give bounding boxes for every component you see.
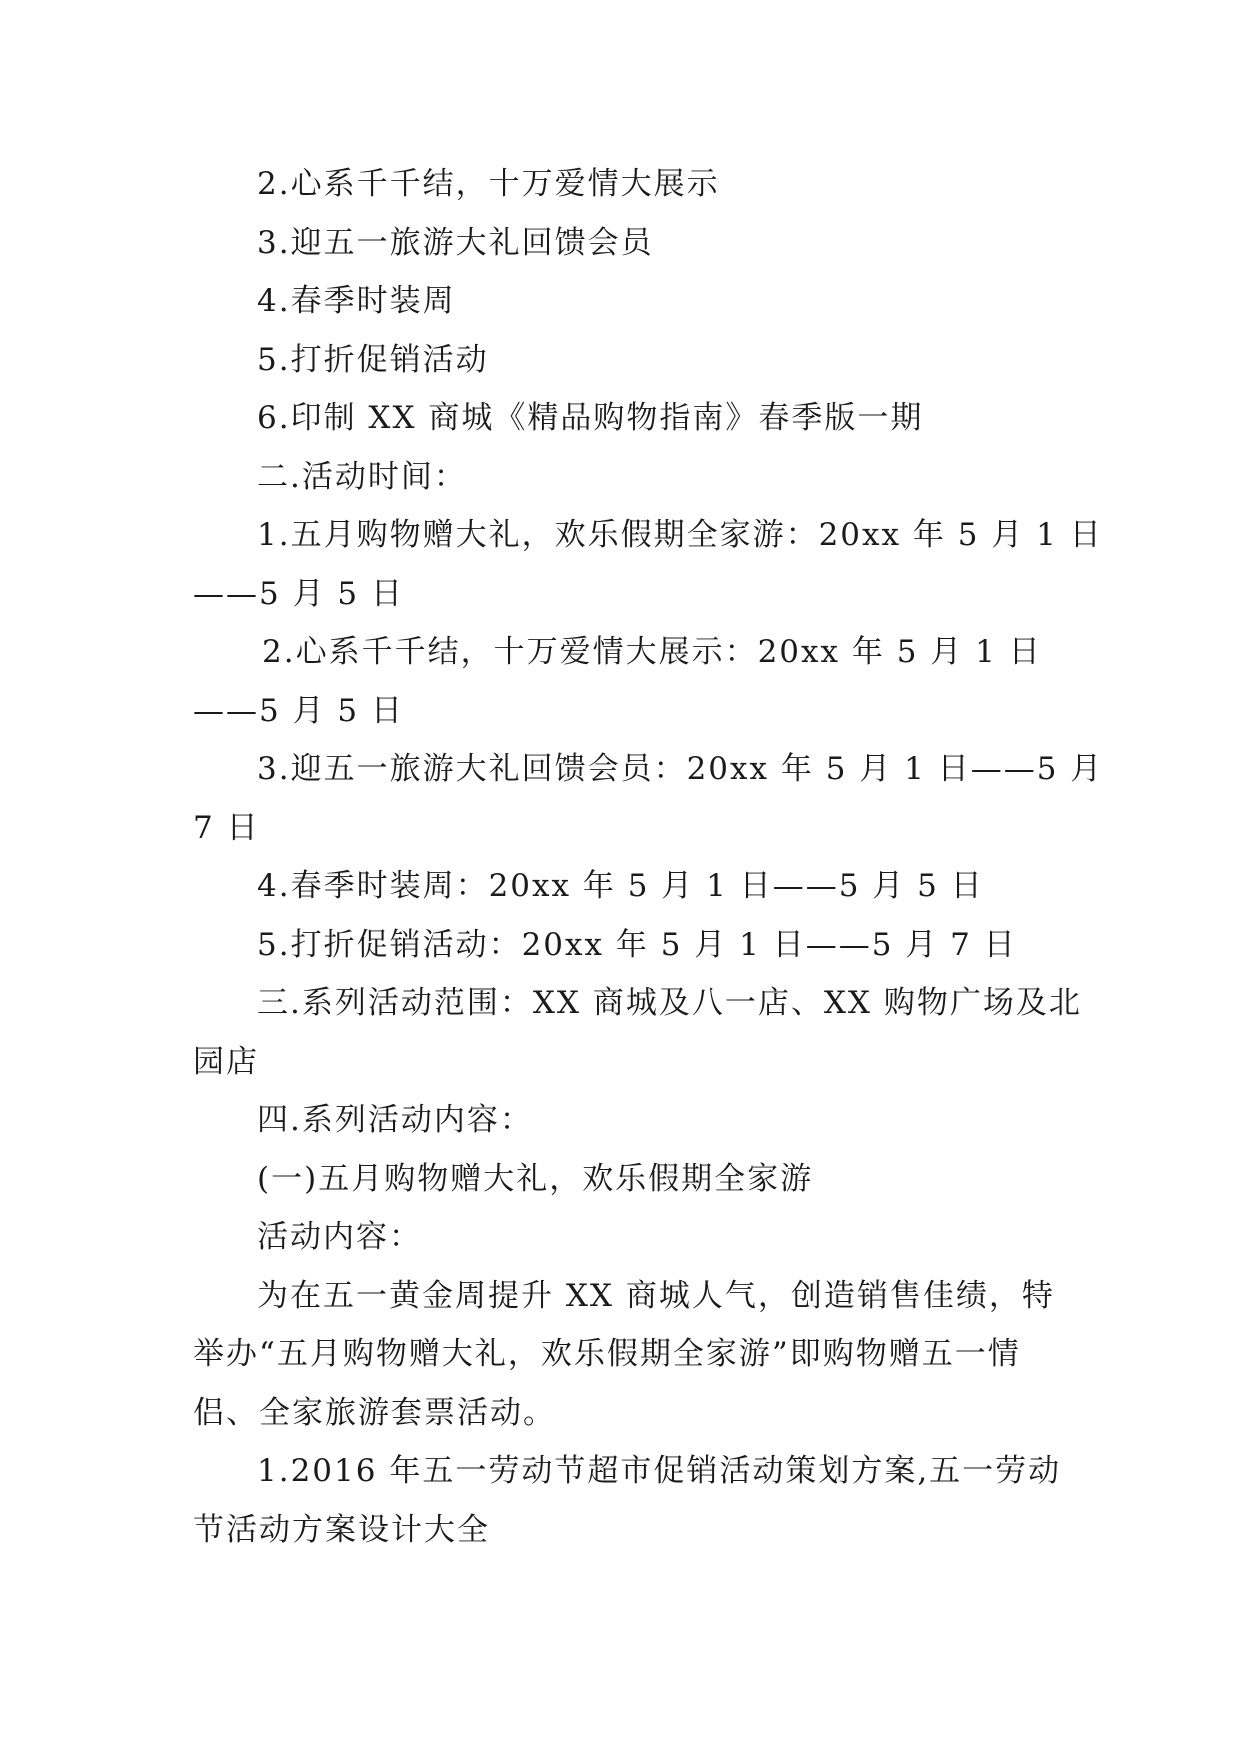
list-item-6: 6.印制 XX 商城《精品购物指南》春季版一期 [257,400,924,436]
schedule-item-1: 1.五月购物赠大礼，欢乐假期全家游：20xx 年 5 月 1 日 [257,517,1103,553]
document-body [193,155,1104,1559]
section-heading-content: 四.系列活动内容： [257,1102,533,1138]
list-item-2: 2.心系千千结，十万爱情大展示 [257,166,720,202]
section-heading-scope: 三.系列活动范围：XX 商城及八一店、XX 购物广场及北 [257,985,1082,1021]
section-heading-time: 二.活动时间： [257,458,467,495]
schedule-item-5: 5.打折促销活动：20xx 年 5 月 1 日——5 月 7 日 [257,926,1017,963]
reference-item-1-continued: 节活动方案设计大全 [193,1511,490,1548]
paragraph-line-2: 举办“五月购物赠大礼，欢乐假期全家游”即购物赠五一情 [193,1336,1021,1372]
paragraph-line-3: 侣、全家旅游套票活动。 [193,1394,556,1431]
schedule-item-2-continued: ——5 月 5 日 [193,692,405,729]
list-item-5: 5.打折促销活动 [257,341,489,378]
paragraph-line-1: 为在五一黄金周提升 XX 商城人气，创造销售佳绩，特 [257,1277,1055,1314]
schedule-item-3: 3.迎五一旅游大礼回馈会员：20xx 年 5 月 1 日——5 月 [257,751,1104,787]
section-heading-scope-continued: 园店 [193,1043,259,1080]
list-item-3: 3.迎五一旅游大礼回馈会员 [257,224,654,261]
schedule-item-1-continued: ——5 月 5 日 [193,575,405,612]
schedule-item-4: 4.春季时装周：20xx 年 5 月 1 日——5 月 5 日 [257,868,984,904]
schedule-item-3-continued: 7 日 [193,809,260,846]
activity-content-label: 活动内容： [257,1219,422,1255]
subsection-heading-1: (一)五月购物赠大礼，欢乐假期全家游 [257,1160,814,1197]
reference-item-1: 1.2016 年五一劳动节超市促销活动策划方案,五一劳动 [257,1453,1062,1489]
list-item-4: 4.春季时装周 [257,283,456,319]
schedule-item-2: 2.心系千千结，十万爱情大展示：20xx 年 5 月 1 日 [262,634,1042,670]
